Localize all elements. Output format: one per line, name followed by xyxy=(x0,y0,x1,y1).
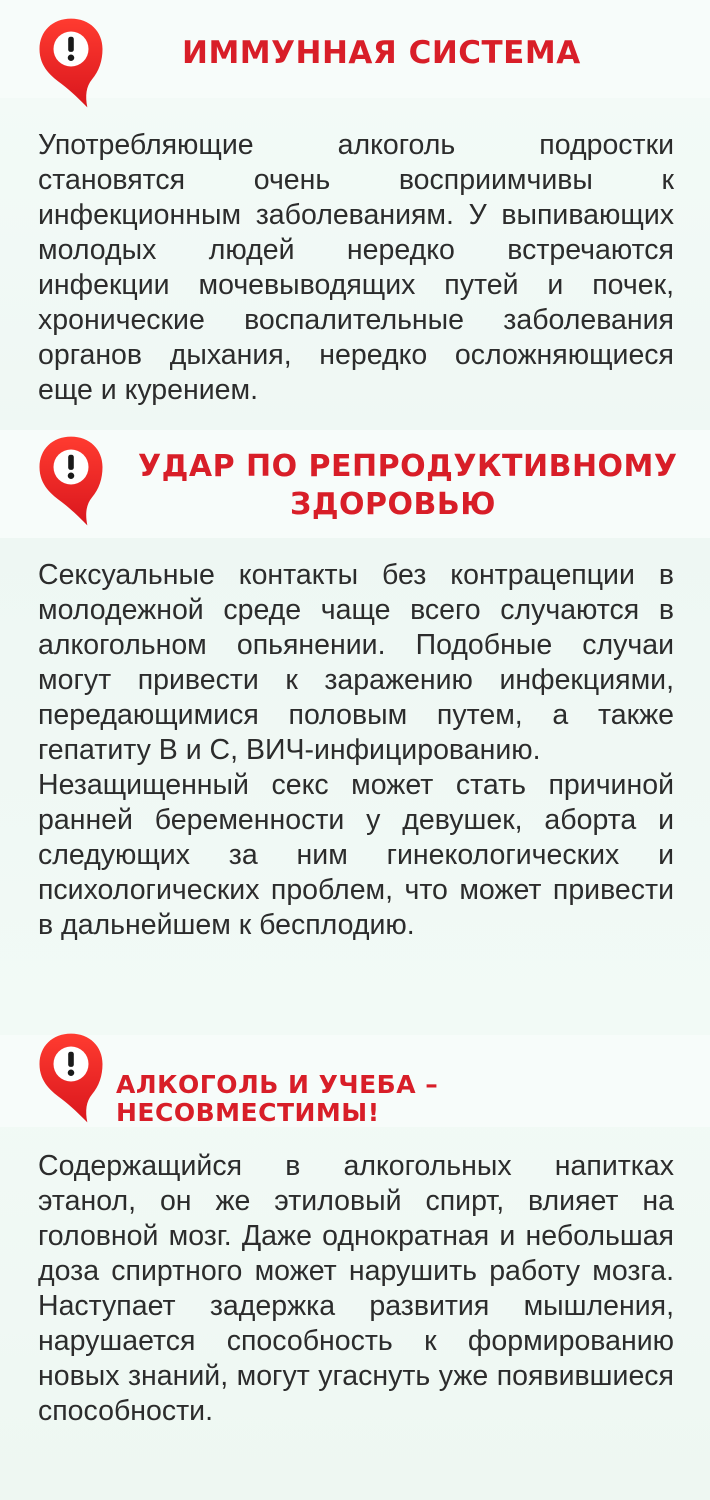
section-title-line1: УДАР ПО РЕПРОДУКТИВНОМУ xyxy=(138,449,678,484)
section-title-line2: ЗДОРОВЬЮ xyxy=(290,487,496,522)
section-title: АЛКОГОЛЬ И УЧЕБА – НЕСОВМЕСТИМЫ! xyxy=(116,1070,439,1127)
paragraph: Содержащийся в алкогольных напитках этанол, он же этиловый спирт, влияет на головной мозг. Даже однократная и небольшая доза спиртного может нарушить работу мозга. Наступает задержка развития мышления, нарушается способность к формированию новых знаний, могут угаснуть уже появившиеся способности. xyxy=(38,1150,674,1427)
section-body xyxy=(38,558,674,943)
section-immune-system xyxy=(0,0,710,420)
alert-pin-icon xyxy=(36,434,106,528)
alert-pin-icon xyxy=(36,1031,106,1125)
section-alcohol-and-study xyxy=(0,1025,710,1500)
section-body xyxy=(38,1149,674,1429)
paragraph: Употребляющие алкоголь подростки становятся очень восприимчивы к инфекционным заболеваниям. У выпивающих молодых людей нередко встречаются инфекции мочевыводящих путей и почек, хронические воспалительные заболевания органов дыхания, нередко осложняющиеся еще и курением. xyxy=(38,129,674,406)
alert-pin-icon xyxy=(36,16,106,110)
section-body xyxy=(38,128,674,408)
paragraph: Сексуальные контакты без контрацепции в молодежной среде чаще всего случаются в алкогольном опьянении. Подобные случаи могут привести к заражению инфекциями, передающимися половым путем, а также гепатиту В и С, ВИЧ-инфицированию. xyxy=(38,559,674,766)
section-reproductive-health xyxy=(0,420,710,1020)
paragraph: Незащищенный секс может стать причиной ранней беременности у девушек, аборта и следующих за ним гинекологических и психологических проблем, что может привести в дальнейшем к бесплодию. xyxy=(38,769,674,941)
section-title: ИММУННАЯ СИСТЕМА xyxy=(182,35,581,71)
